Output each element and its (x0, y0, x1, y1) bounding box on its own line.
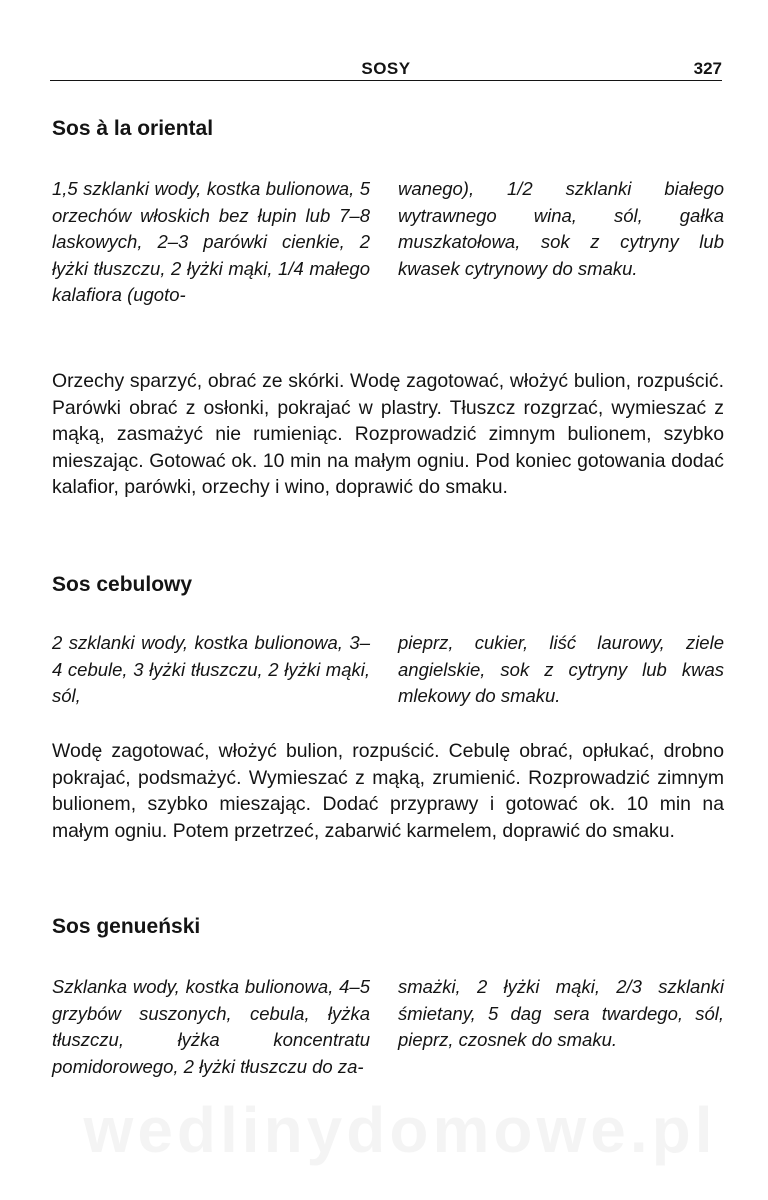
ingredients-left-column: 2 szklanki wody, kostka bulionowa, 3–4 cebule, 3 łyżki tłuszczu, 2 łyżki mąki, sól, (52, 632, 370, 706)
running-header (50, 58, 722, 81)
ingredients-right-column: pieprz, cukier, liść laurowy, ziele angielskie, sok z cytryny lub kwas mlekowy do smaku. (398, 632, 724, 706)
page-number: 327 (693, 59, 722, 78)
ingredients-block (52, 974, 724, 1114)
ingredients-left-column: 1,5 szklanki wody, kostka bulionowa, 5 orzechów włoskich bez łupin lub 7–8 laskowych, 2–3 parówki cienkie, 2 łyżki tłuszczu, 2 łyżki mąki, 1/4 małego kalafiora (ugoto- (52, 178, 370, 305)
ingredients-block (52, 176, 724, 346)
ingredients-block (52, 630, 724, 714)
recipe-instructions: Wodę zagotować, włożyć bulion, rozpuścić. Cebulę obrać, opłukać, drobno pokrajać, podsmażyć. Wymieszać z mąką, zrumienić. Rozprowadzić zimnym bulionem, szybko mieszając. Dodać przyprawy i gotować ok. 10 min na małym ogniu. Potem przetrzeć, zabarwić karmelem, doprawić do smaku. (52, 740, 724, 842)
ingredients-right-column: wanego), 1/2 szklanki białego wytrawnego wina, sól, gałka muszkatołowa, sok z cytryny lub kwasek cytrynowy do smaku. (398, 178, 724, 279)
ingredients-left-column: Szklanka wody, kostka bulionowa, 4–5 grzybów suszonych, cebula, łyżka tłuszczu, łyżka koncentratu pomidorowego, 2 łyżki tłuszczu do za- (52, 976, 370, 1077)
ingredients-right-column: smażki, 2 łyżki mąki, 2/3 szklanki śmietany, 5 dag sera twardego, sól, pieprz, czosnek do smaku. (398, 976, 724, 1050)
recipe-instructions: Orzechy sparzyć, obrać ze skórki. Wodę zagotować, włożyć bulion, rozpuścić. Parówki obrać z osłonki, pokrajać w plastry. Tłuszcz rozgrzać, wymieszać z mąką, zasmażyć nie rumieniąc. Rozprowadzić zimnym bulionem, szybko mieszając. Gotować ok. 10 min na małym ogniu. Pod koniec gotowania dodać kalafior, parówki, orzechy i wino, doprawić do smaku. (52, 370, 724, 498)
recipe-title: Sos genueński (52, 915, 201, 938)
running-title: SOSY (361, 59, 411, 78)
recipe-title: Sos cebulowy (52, 573, 193, 596)
recipe-title: Sos à la oriental (52, 117, 214, 140)
